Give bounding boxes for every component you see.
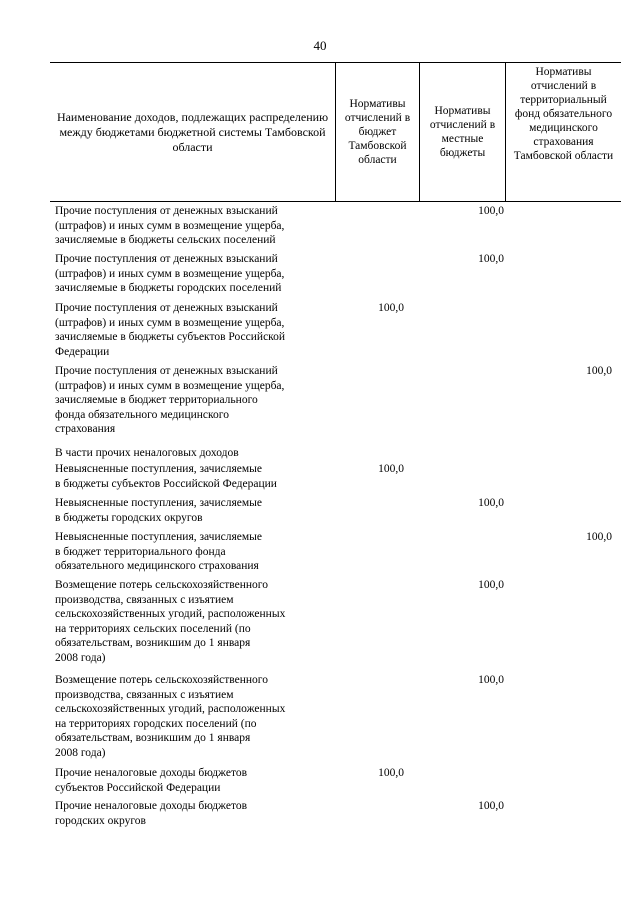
row-local-value: 100,0 [478, 579, 504, 591]
row-name: Прочие неналоговые доходы бюджетов субъектов Российской Федерации [55, 767, 248, 794]
row-name: Невыясненные поступления, зачисляемые в бюджеты городских округов [55, 497, 262, 524]
row-name: Прочие поступления от денежных взысканий (штрафов) и иных сумм в возмещение ущерба, зачисляемые в бюджеты сельских поселений [55, 205, 285, 247]
row-name: Прочие поступления от денежных взысканий (штрафов) и иных сумм в возмещение ущерба, зачисляемые в бюджеты субъектов Российской Федерации [55, 302, 286, 358]
row-name: Возмещение потерь сельскохозяйственного производства, связанных с изъятием сельскохозяйственных угодий, расположенных на территориях городских поселений (по обязательствам, возникшим до 1 января 2008 года) [55, 674, 286, 759]
header-regional-budget: Нормативы отчислений в бюджет Тамбовской области [335, 63, 419, 201]
row-name: Невыясненные поступления, зачисляемые в бюджет территориального фонда обязательного медицинского страхования [55, 531, 262, 573]
row-local-value: 100,0 [478, 497, 504, 509]
row-local-value: 100,0 [478, 253, 504, 265]
row-name: Прочие поступления от денежных взысканий (штрафов) и иных сумм в возмещение ущерба, зачисляемые в бюджеты городских поселений [55, 253, 285, 295]
row-name: В части прочих неналоговых доходов [55, 447, 239, 459]
row-local-value: 100,0 [478, 674, 504, 686]
row-name: Прочие поступления от денежных взысканий (штрафов) и иных сумм в возмещение ущерба, зачисляемые в бюджет территориального фонда обязательного медицинского страхования [55, 365, 285, 436]
row-regional-value: 100,0 [378, 767, 404, 779]
header-local-budgets: Нормативы отчислений в местные бюджеты [419, 63, 505, 201]
row-name: Возмещение потерь сельскохозяйственного производства, связанных с изъятием сельскохозяйственных угодий, расположенных на территориях сельских поселений (по обязательствам, возникшим до 1 января 2008 года) [55, 579, 286, 664]
row-fund-value: 100,0 [586, 365, 612, 377]
row-name: Прочие неналоговые доходы бюджетов городских округов [55, 800, 248, 827]
table-header [50, 62, 621, 202]
row-local-value: 100,0 [478, 205, 504, 217]
row-regional-value: 100,0 [378, 302, 404, 314]
header-income-name: Наименование доходов, подлежащих распределению между бюджетами бюджетной системы Тамбовской области [56, 109, 329, 154]
row-fund-value: 100,0 [586, 531, 612, 543]
row-local-value: 100,0 [478, 800, 504, 812]
row-regional-value: 100,0 [378, 463, 404, 475]
page-number: 40 [313, 38, 327, 53]
header-medical-fund: Нормативы отчислений в территориальный фонд обязательного медицинского страхования Тамбовской области [505, 63, 621, 201]
row-name: Невыясненные поступления, зачисляемые в бюджеты субъектов Российской Федерации [55, 463, 277, 490]
